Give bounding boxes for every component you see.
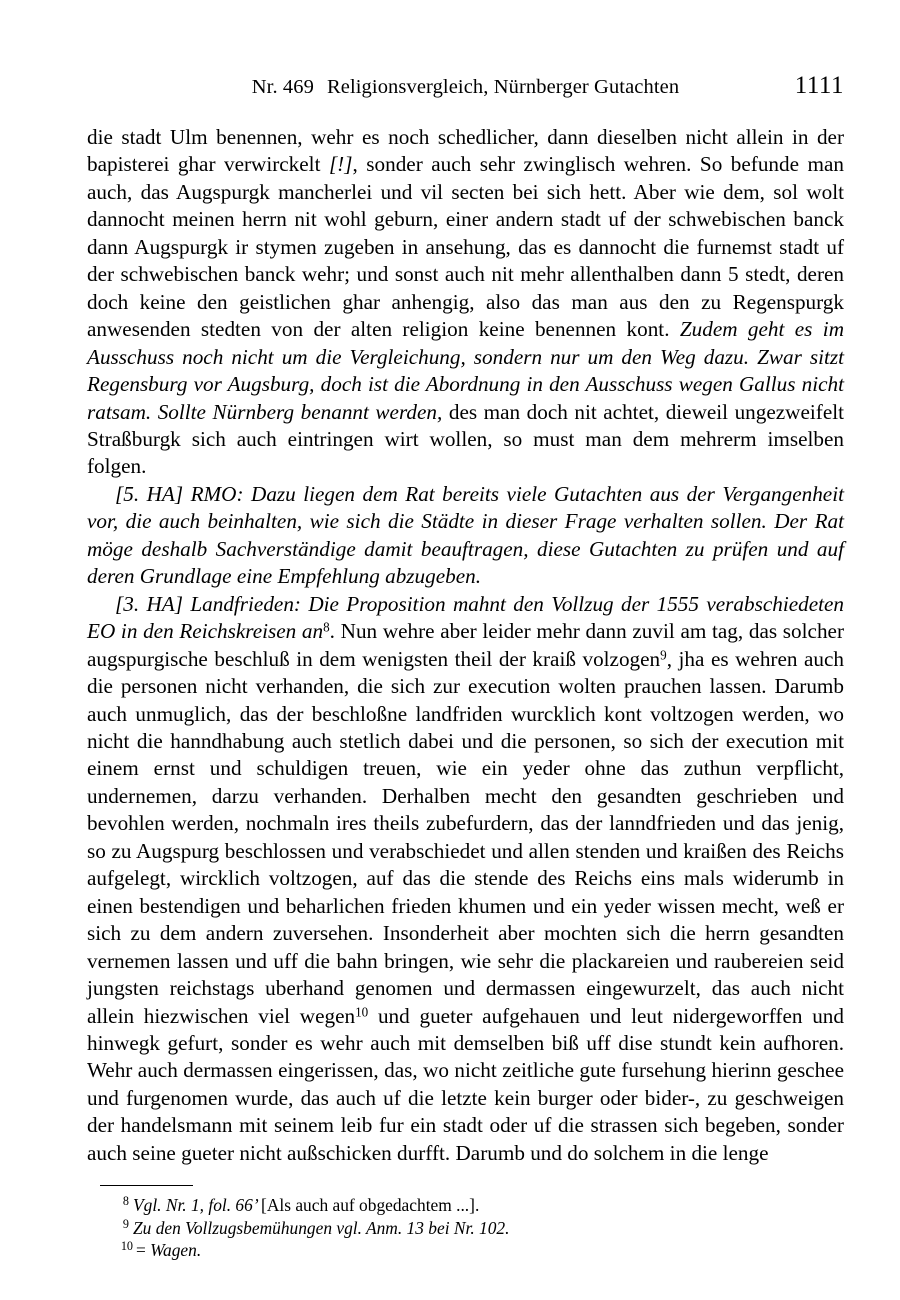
footnote-run: =: [136, 1240, 151, 1261]
footnote-rule: [100, 1185, 193, 1186]
text-run-italic: [!]: [328, 152, 353, 177]
body-paragraph: [87, 124, 844, 481]
page-number: 1111: [794, 72, 844, 99]
text-run-italic: [3. HA] Landfrieden: Die Proposition mahnt den Vollzug der 1555 verabschiedeten EO in den Reichskreisen an: [87, 591, 844, 644]
running-head-number: Nr. 469: [251, 76, 314, 98]
footnote-reference-10[interactable]: 10: [355, 1004, 369, 1020]
body-text: [87, 124, 844, 1167]
text-run: , jha es wehren auch die personen nicht verhanden, die sich zur execution wolten prauchen lassen. Darumb auch unmuglich, das der beschloßne landfriden wurcklich kont voltzogen werden, wo nicht die hanndhabung auch stetlich dabei und die personen, so sich der execution mit einem ernst und schuldigen treuen, wie ein yeder ohne das zuthun verpflicht, undernemen, darzu verhanden. Derhalben mecht den gesandten geschrieben und bevohlen werden, nochmaln ires theils zubefurdern, das der lanndfrieden und das jenig, so zu Augspurg beschlossen und verabschiedet und allen stenden und kraißen des Reichs aufgelegt, wircklich voltzogen, auf das die stende des Reichs eins mals widerumb in einen bestendigen und beharlichen frieden khumen und ein yeder wissen mecht, weß er sich zu dem andern zuversehen. Insonderheit aber mochten sich die herrn gesandten vernemen lassen und uff die bahn bringen, wie sehr die plackareien und raubereien seid jungsten reichstags uberhand genomen und dermassen eingewurzelt, das auch nicht allein hiezwischen viel wegen: [87, 646, 844, 1028]
footnote-item: 9 Zu den Vollzugsbemühungen vgl. Anm. 13 bei Nr. 102.: [122, 1216, 510, 1238]
footnote-run-italic: Zu den Vollzugsbemühungen vgl. Anm. 13 bei Nr. 102.: [133, 1217, 510, 1238]
footnote-text: [136, 1240, 201, 1260]
text-run: . Nun wehre aber leider mehr dann zuvil am tag, das solcher augspurgische beschluß in dem wenigsten theil der kraiß volzogen: [87, 619, 844, 671]
text-run-italic: Zudem geht es im Ausschuss noch nicht um die Vergleichung, sondern nur um den Weg dazu. Zwar sitzt Regensburg vor Augsburg, doch ist die Abordnung in den Ausschuss wegen Gallus nicht ratsam. Sollte Nürnberg benannt werden,: [87, 317, 844, 424]
footnote-run-italic: Vgl. Nr. 1, fol. 66’: [133, 1195, 262, 1215]
footnote-list: [87, 1185, 844, 1262]
footnote-run-italic: Wagen.: [150, 1240, 202, 1261]
running-head: [87, 72, 844, 106]
footnote-run: [Als auch auf obgedachtem ...].: [261, 1195, 480, 1215]
text-run: und gueter aufgehauen und leut nidergeworffen und hinwegk gefurt, sonder es wehr auch mit demselben biß uff dise stundt kein aufhoren. Wehr auch dermassen eingerissen, das, wo nicht zeitliche gute fursehung hierinn geschee und furgenomen wurde, das auch uf die letzte kein burger oder bider-, zu geschweigen der handelsmann mit seinem leib fur ein stadt oder uf die strassen sich begeben, sonder auch seine gueter nicht außschicken durfft. Darumb und do solchem in die lenge: [87, 1003, 844, 1165]
footnote-text: [133, 1218, 509, 1238]
body-paragraph: [87, 591, 844, 1168]
text-run: die stadt Ulm benennen, wehr es noch schedlicher, dann dieselben nicht allein in der bapisterei ghar verwirckelt: [87, 125, 844, 177]
footnote-reference-9[interactable]: 9: [660, 647, 667, 663]
footnote-text: [133, 1195, 479, 1215]
running-head-title: [87, 76, 844, 99]
running-head-subject: Religionsvergleich, Nürnberger Gutachten: [326, 76, 680, 98]
footnote-item: 10 = Wagen.: [120, 1239, 202, 1261]
footnote-section: [87, 1185, 844, 1262]
footnote-item: 8 Vgl. Nr. 1, fol. 66’ [Als auch auf obgedachtem ...].: [122, 1193, 480, 1215]
body-paragraph: [87, 481, 844, 591]
text-run: , sonder auch sehr zwinglisch wehren. So befunde man auch, das Augspurgk mancherlei und vil secten bei sich hett. Aber wie dem, sol wolt dannocht meinen herrn nit wohl geburn, einer andern stadt uf der schwebischen banck dann Augspurgk ir stymen zugeben in ansehung, das es dannocht die furnemst stadt uf der schwebischen banck wehr; und sonst auch nit mehr allenthalben dann 5 stedt, deren doch keine den geistlichen ghar anhengig, also das man aus den zu Regenspurgk anwesenden stedten von der alten religion keine benennen kont.: [87, 152, 844, 342]
footnote-reference-8[interactable]: 8: [323, 619, 330, 635]
text-run-italic: [5. HA] RMO: Dazu liegen dem Rat bereits viele Gutachten aus der Vergangenheit vor, die auch beinhalten, wie sich die Städte in dieser Frage verhalten sollen. Der Rat möge deshalb Sachverständige damit beauftragen, diese Gutachten zu prüfen und auf deren Grundlage eine Empfehlung abzugeben.: [87, 481, 844, 589]
text-run: des man doch nit achtet, dieweil ungezweifelt Straßburgk sich auch eintringen wirt wollen, so must man dem mehrerm imselben folgen.: [87, 399, 845, 479]
